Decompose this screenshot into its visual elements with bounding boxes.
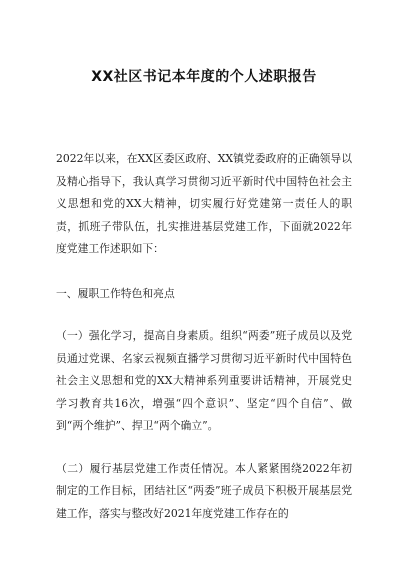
paragraph-gap <box>56 305 352 325</box>
paragraph-gap <box>56 261 352 283</box>
document-title: XX社区书记本年度的个人述职报告 <box>91 69 317 85</box>
section-heading: 一、履职工作特色和亮点 <box>56 286 175 300</box>
subsection-paragraph: （二）履行基层党建工作责任情况。本人紧紧围绕2022年初制定的工作目标，团结社区“两委”班子成员下积极开展基层党建工作，落实与整改好2021年度党建工作存在的 <box>56 461 352 520</box>
subsection-paragraph: （一）强化学习，提高自身素质。组织“两委”班子成员以及党员通过党课、名家云视频直播学习贯彻习近平新时代中国特色社会主义思想和党的XX大精神系列重要讲话精神，开展党史学习教育共16次，增强“四个意识”、坚定“四个自信”、做到“两个维护”、捍卫“两个确立”。 <box>56 329 352 432</box>
intro-paragraph: 2022年以来，在XX区委区政府、XX镇党委政府的正确领导以及精心指导下，我认真学习贯彻习近平新时代中国特色社会主义思想和党的XX大精神，切实履行好党建第一责任人的职责，抓班子带队伍，扎实推进基层党建工作，下面就2022年度党建工作述职如下： <box>56 152 352 255</box>
paragraph-gap <box>56 438 352 458</box>
document-body <box>56 148 352 525</box>
